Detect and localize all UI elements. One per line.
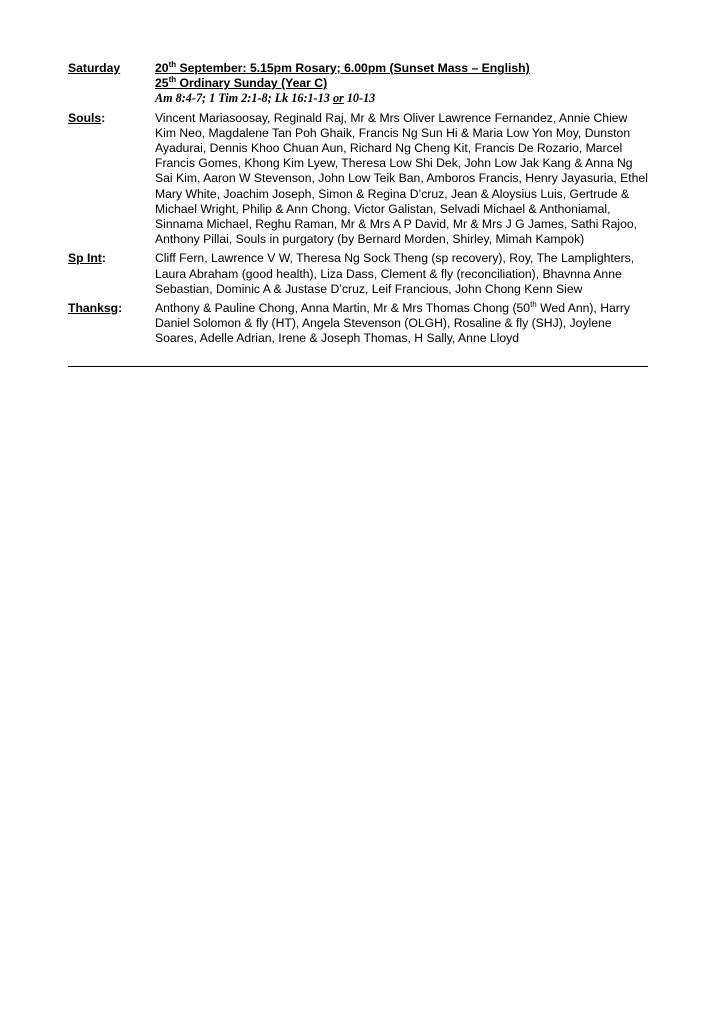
saturday-label-text: Saturday: [68, 61, 121, 75]
scripture-readings: [155, 91, 648, 106]
saturday-row: [68, 61, 648, 107]
readings-main: Am 8:4-7; 1 Tim 2:1-8; Lk 16:1-13: [155, 91, 333, 106]
souls-text: Vincent Mariasoosay, Reginald Raj, Mr & Mrs Oliver Lawrence Fernandez, Annie Chiew Kim Neo, Magdalene Tan Poh Ghaik, Francis Ng Sun Hi & Maria Low Yon Moy, Dunston Ayadurai, Dennis Khoo Chuan Aun, Richard Ng Cheng Kit, Francis De Rozario, Marcel Francis Gomes, Khong Kim Lyew, Theresa Low Shi Dek, John Low Jak Kang & Anna Ng Sai Kim, Aaron W Stevenson, John Low Teik Ban, Amboros Francis, Henry Jayasuria, Ethel Mary White, Joachim Joseph, Simon & Regina D’cruz, Jean & Aloysius Luis, Gertrude & Michael Wright, Philip & Ann Chong, Victor Galistan, Selvadi Michael & Anthoniamal, Sinnama Michael, Reghu Raman, Mr & Mrs A P David, Mr & Mrs J G James, Sathi Rajoo, Anthony Pillai, Souls in purgatory (by Bernard Morden, Shirley, Mimah Kampok): [155, 110, 648, 247]
mass-date-suffix: th: [168, 59, 177, 69]
sp-int-label-colon: :: [101, 251, 106, 266]
sunday-title-text: Ordinary Sunday (Year C): [176, 76, 328, 91]
section-divider: [68, 366, 648, 367]
souls-row: [68, 111, 648, 248]
sunday-number-suffix: th: [168, 75, 177, 85]
thanksg-content: [155, 301, 648, 347]
souls-label-colon: :: [101, 110, 106, 125]
souls-label: [68, 111, 155, 248]
souls-label-text: Souls: [68, 110, 102, 125]
thanksg-anniversary-suffix: th: [530, 299, 537, 309]
saturday-content: [155, 61, 648, 107]
sp-int-row: [68, 251, 648, 297]
mass-time-line: [155, 61, 648, 76]
sunday-number: 25: [155, 76, 169, 91]
thanksg-text-part1: Anthony & Pauline Chong, Anna Martin, Mr & Mrs Thomas Chong (50: [155, 301, 531, 316]
thanksg-label-colon: :: [118, 301, 123, 316]
sp-int-label: [68, 251, 155, 297]
thanksg-label-text: Thanksg: [68, 301, 119, 316]
mass-intentions-section: [68, 61, 648, 347]
sp-int-label-text: Sp Int: [68, 251, 102, 266]
sunday-title-line: [155, 76, 648, 91]
mass-time-text: September: 5.15pm Rosary; 6.00pm (Sunset Mass – English): [176, 61, 530, 75]
thanksg-text-part2: Wed Ann), Harry Daniel Solomon & fly (HT), Angela Stevenson (OLGH), Rosaline & fly (SHJ), Joylene Soares, Adelle Adrian, Irene & Joseph Thomas, H Sally, Anne Lloyd: [155, 301, 630, 346]
sp-int-text: Cliff Fern, Lawrence V W, Theresa Ng Sock Theng (sp recovery), Roy, The Lamplighters, Laura Abraham (good health), Liza Dass, Clement & fly (reconciliation), Bhavnna Anne Sebastian, Dominic A & Justase D’cruz, Leif Francious, John Chong Kenn Siew: [155, 251, 635, 296]
thanksg-label: [68, 301, 155, 347]
readings-or: or: [332, 91, 344, 106]
saturday-label: [68, 61, 155, 107]
mass-date-day: 20: [155, 61, 169, 75]
thanksg-row: [68, 301, 648, 347]
readings-alt: 10-13: [343, 91, 376, 106]
